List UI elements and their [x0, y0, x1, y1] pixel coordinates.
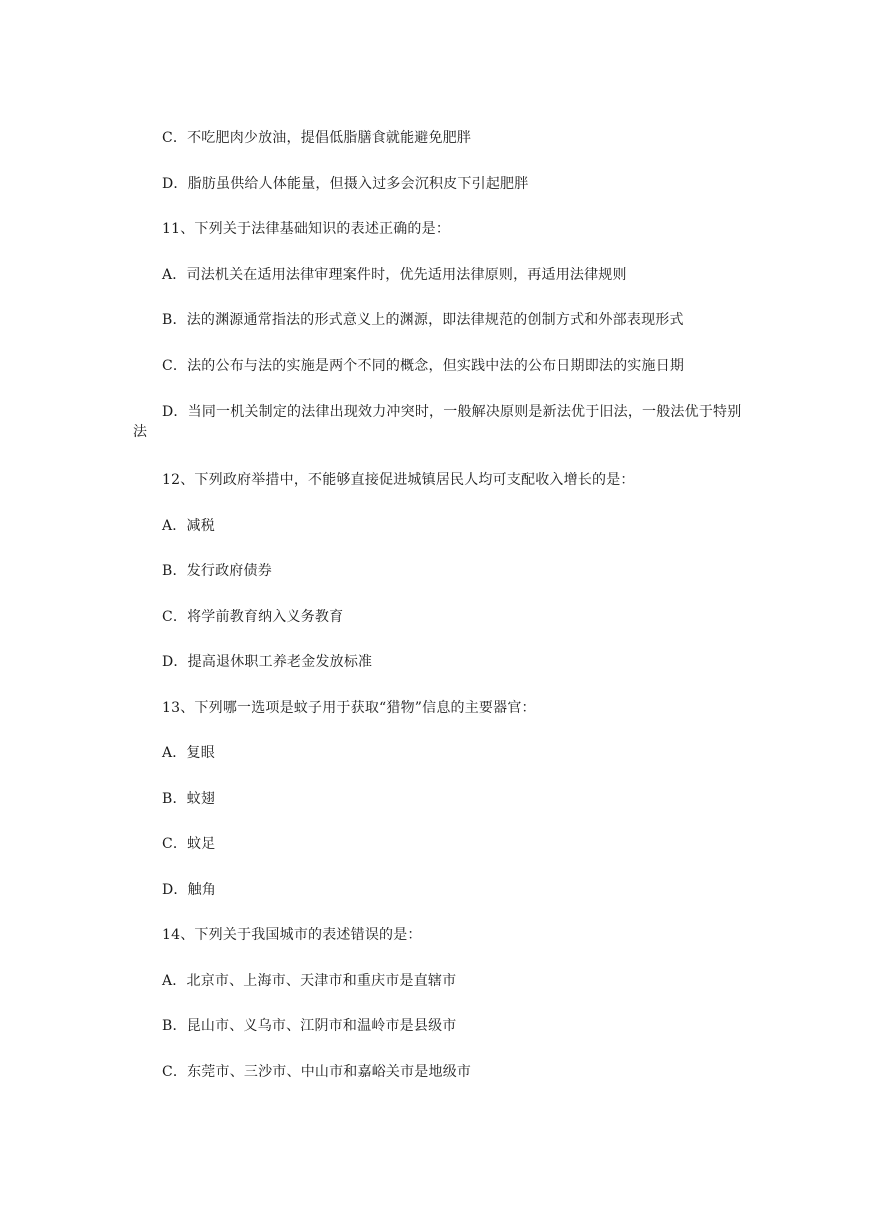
option-q10-d: D．脂肪虽供给人体能量，但摄入过多会沉积皮下引起肥胖 [162, 176, 529, 192]
question-13: 13、下列哪一选项是蚊子用于获取“猎物”信息的主要器官： [162, 700, 536, 716]
option-q13-d: D．触角 [162, 882, 217, 898]
option-q14-c: C．东莞市、三沙市、中山市和嘉峪关市是地级市 [162, 1064, 472, 1080]
option-q13-a: A．复眼 [162, 745, 215, 761]
option-q12-b: B．发行政府债券 [162, 563, 272, 579]
option-q12-c: C．将学前教育纳入义务教育 [162, 609, 344, 625]
option-q12-a: A．减税 [162, 518, 215, 534]
question-12: 12、下列政府举措中，不能够直接促进城镇居民人均可支配收入增长的是： [162, 472, 635, 488]
option-q14-a: A．北京市、上海市、天津市和重庆市是直辖市 [162, 973, 457, 989]
option-q11-a: A．司法机关在适用法律审理案件时，优先适用法律原则，再适用法律规则 [162, 267, 627, 283]
option-q12-d: D．提高退休职工养老金发放标准 [162, 654, 373, 670]
option-q11-b: B．法的渊源通常指法的形式意义上的渊源，即法律规范的创制方式和外部表现形式 [162, 312, 684, 328]
option-q14-b: B．昆山市、义乌市、江阴市和温岭市是县级市 [162, 1018, 457, 1034]
option-q13-b: B．蚊翅 [162, 791, 216, 807]
option-q10-c: C．不吃肥肉少放油，提倡低脂膳食就能避免肥胖 [162, 130, 472, 146]
option-q11-d: D．当同一机关制定的法律出现效力冲突时，一般解决原则是新法优于旧法，一般法优于特别法 [133, 404, 742, 440]
option-q11-c: C．法的公布与法的实施是两个不同的概念，但实践中法的公布日期即法的实施日期 [162, 358, 685, 374]
question-11: 11、下列关于法律基础知识的表述正确的是： [162, 221, 451, 237]
question-14: 14、下列关于我国城市的表述错误的是： [162, 927, 422, 943]
option-q13-c: C．蚊足 [162, 836, 216, 852]
